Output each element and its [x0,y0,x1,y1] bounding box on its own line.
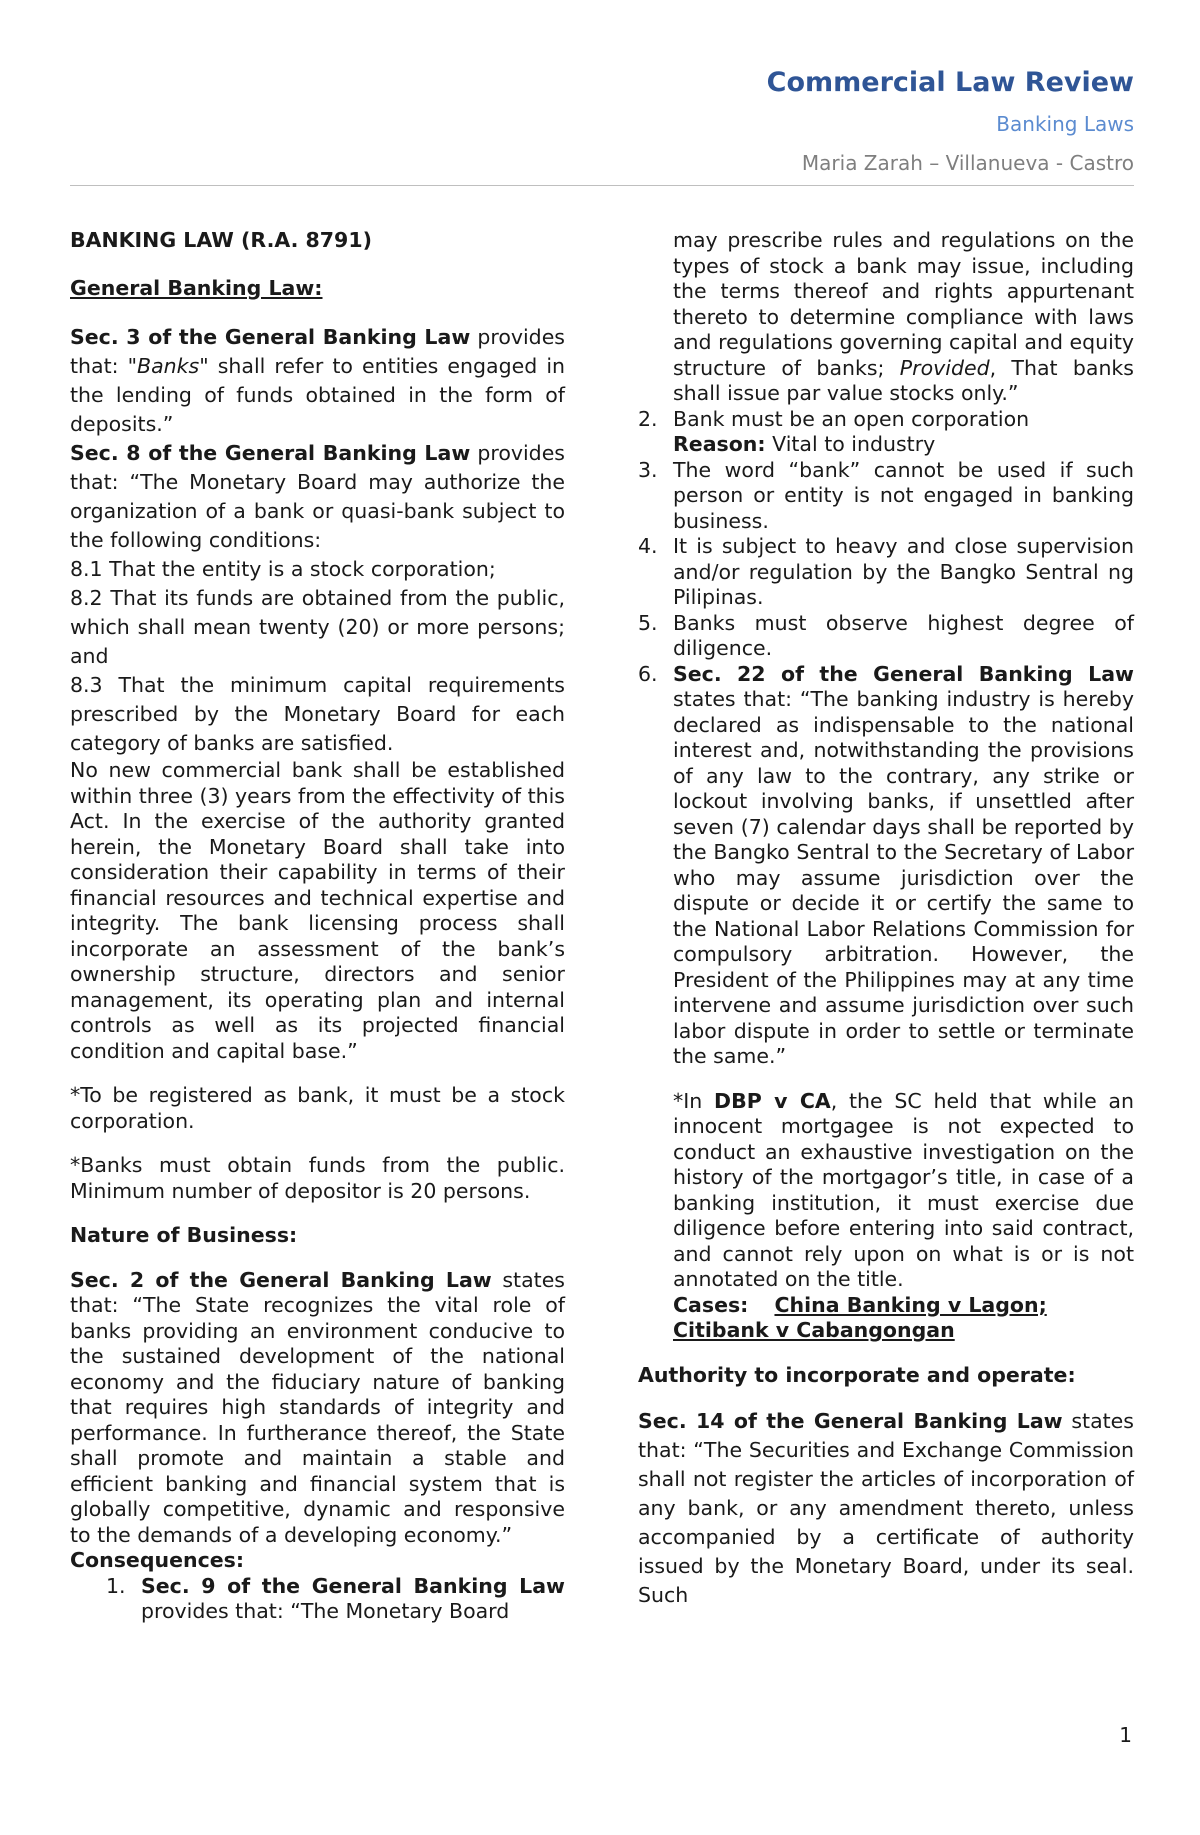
cases-line [638,1293,1134,1344]
sec9-cont-italic: Provided [899,355,990,380]
sec3-text-b: " shall refer to entities engaged in the lending of funds obtained in the form of deposits.” [70,354,566,436]
sec22-text: states that: “The banking industry is hereby declared as indispensable to the national interest and, notwithstanding the provisions of any law to the contrary, any strike or lockout involving banks, if unsettled after seven (7) calendar days shall be reported by the Bangko Sentral to the Secretary of Labor who may assume jurisdiction over the dispute or decide it or certify the same to the National Labor Relations Commission for compulsory arbitration. However, the President of the Philippines may at any time intervene and assume jurisdiction over such labor dispute in order to settle or terminate the same.” [673,687,1134,1068]
authority-heading: Authority to incorporate and operate: [638,1362,1076,1387]
sec14-paragraph [638,1407,1134,1610]
sec3-text-a: provides that: " [70,325,565,378]
item3-text: The word “bank” cannot be used if such person or entity is not engaged in banking business. [673,457,1134,533]
sec8-paragraph [70,439,565,555]
header-divider [70,185,1134,186]
cases-label: Cases: [673,1292,749,1317]
page-number: 1 [1119,1723,1132,1747]
note-public-funds: *Banks must obtain funds from the public. Minimum number of depositor is 20 persons. [70,1153,565,1203]
condition-8-1: 8.1 That the entity is a stock corporation; [70,557,496,581]
case-china-banking: China Banking v Lagon; [774,1292,1047,1317]
subheading-general-banking-law: General Banking Law: [70,275,323,300]
list-item [638,534,1134,611]
left-column [70,228,565,1625]
condition-8-3: 8.3 That the minimum capital requirements prescribed by the Monetary Board for each category of banks are satisfied. [70,673,565,755]
sec2-citation: Sec. 2 of the General Banking Law [70,1267,492,1292]
reason-label: Reason: [673,432,766,456]
dbp-case-name: DBP v CA [714,1088,831,1113]
section-heading: BANKING LAW (R.A. 8791) [70,228,372,252]
no-new-bank-paragraph: No new commercial bank shall be established within three (3) years from the effectivity of this Act. In the exercise of the authority granted herein, the Monetary Board shall take into consideration their capability in terms of their financial resources and technical expertise and integrity. The bank licensing process shall incorporate an assessment of the bank’s ownership structure, directors and senior management, its operating plan and internal controls as well as its projected financial condition and capital base.” [70,758,565,1063]
sec22-citation: Sec. 22 of the General Banking Law [673,661,1134,686]
dbp-text-b: , the SC held that while an innocent mortgagee is not expected to conduct an exhaustive investigation on the history of the mortgagor’s title, in case of a banking institution, it must exercise due diligence before entering into said contract, and cannot rely upon on what is or is not annotated on the title. [673,1088,1134,1291]
right-column [638,228,1134,1610]
sec9-citation: Sec. 9 of the General Banking Law [141,1573,565,1598]
sec8-citation: Sec. 8 of the General Banking Law [70,441,471,465]
sec9-cont-b: , That banks shall issue par value stocks only.” [673,355,1134,405]
page-header [70,66,1134,176]
list-number: 1. [106,1573,126,1598]
consequences-label: Consequences: [70,1548,245,1572]
sec3-citation: Sec. 3 of the General Banking Law [70,325,471,349]
sec14-text: states that: “The Securities and Exchange Commission shall not register the articles of incorporation of any bank, or any amendment thereto, unless accompanied by a certificate of authority issued by the Monetary Board, under its seal. Such [638,1409,1134,1607]
consequences-list [70,1574,565,1625]
note-stock-corporation: *To be registered as bank, it must be a stock corporation. [70,1083,565,1133]
nature-of-business-heading: Nature of Business: [70,1223,298,1247]
sec9-text: provides that: “The Monetary Board [141,1599,510,1623]
case-citibank: Citibank v Cabangongan [673,1318,955,1342]
dbp-text-a: *In [673,1088,715,1113]
sec2-text: states that: “The State recognizes the vital role of banks providing an environment conducive to the sustained development of the national economy and the fiduciary nature of banking that requires high standards of integrity and performance. In furtherance thereof, the State shall promote and maintain a stable and efficient banking and financial system that is globally competitive, dynamic and responsive to the demands of a developing economy.” [70,1267,565,1547]
sec3-text-italic: Banks [137,354,200,378]
sec14-citation: Sec. 14 of the General Banking Law [638,1409,1063,1433]
list-item [638,458,1134,535]
document-author: Maria Zarah – Villanueva - Castro [801,151,1134,175]
item4-text: It is subject to heavy and close supervision and/or regulation by the Bangko Sentral ng Pilipinas. [673,534,1134,609]
document-subtitle: Banking Laws [996,112,1134,136]
list-number: 4. [638,534,658,558]
item2-text: Bank must be an open corporation [673,406,1030,431]
condition-8-2: 8.2 That its funds are obtained from the public, which shall mean twenty (20) or more persons; and [70,586,565,668]
dbp-case-note [638,1089,1134,1293]
sec9-continuation [638,228,1134,407]
sec9-cont-a: may prescribe rules and regulations on the types of stock a bank may issue, including the terms thereof and rights appurtenant thereto to determine compliance with laws and regulations governing capital and equity structure of banks; [673,228,1134,380]
sec2-paragraph [70,1268,565,1549]
list-item [70,1574,565,1625]
list-item [638,611,1134,662]
sec8-text: provides that: “The Monetary Board may authorize the organization of a bank or quasi-bank subject to the following conditions: [70,441,565,552]
list-number: 3. [638,457,658,482]
list-number: 6. [638,661,658,686]
consequences-list-continued [638,407,1134,1070]
list-item [638,662,1134,1070]
list-item [638,407,1134,458]
item5-text: Banks must observe highest degree of diligence. [673,610,1134,660]
list-number: 5. [638,610,658,635]
sec3-paragraph [70,323,565,439]
reason-text: Vital to industry [765,432,936,456]
list-number: 2. [638,406,658,431]
document-title: Commercial Law Review [766,67,1134,98]
